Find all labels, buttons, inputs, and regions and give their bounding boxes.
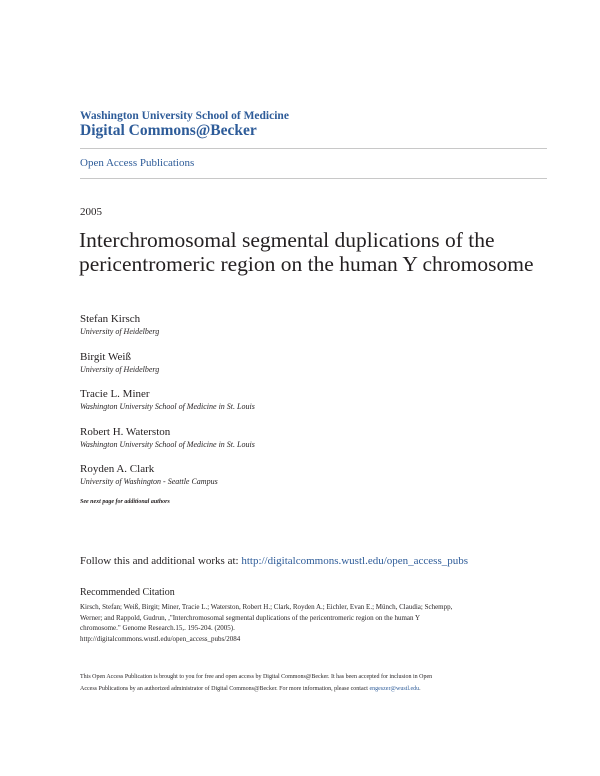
footer-line	[80, 683, 550, 695]
repository-name[interactable]: Digital Commons@Becker	[80, 122, 257, 139]
publication-year: 2005	[80, 206, 102, 218]
series-divider	[80, 178, 547, 179]
author-entry	[80, 425, 255, 450]
header-divider	[80, 148, 547, 149]
author-entry	[80, 350, 159, 375]
citation-url[interactable]: http://digitalcommons.wustl.edu/open_access_pubs/2084	[80, 634, 241, 643]
series-link[interactable]: Open Access Publications	[80, 157, 195, 169]
citation-heading: Recommended Citation	[80, 587, 175, 598]
see-next-page-note: See next page for additional authors	[80, 499, 170, 505]
footer-line: This Open Access Publication is brought to you for free and open access by Digital Commons@Becker. It has been accepted for inclusion in Open	[80, 674, 433, 680]
author-affiliation: Washington University School of Medicine in St. Louis	[80, 402, 255, 411]
citation-text	[80, 602, 550, 644]
footer-period: .	[419, 686, 421, 692]
citation-line: chromosome." Genome Research.15,. 195-204. (2005).	[80, 624, 235, 633]
author-name[interactable]: Robert H. Waterston	[80, 426, 171, 438]
footer-notice	[80, 671, 550, 695]
contact-email-link[interactable]: engeszer@wustl.edu	[369, 686, 420, 692]
author-entry	[80, 462, 218, 487]
paper-title: Interchromosomal segmental duplications of the pericentromeric region on the human Y chromosome	[79, 228, 534, 276]
institution-name[interactable]: Washington University School of Medicine	[80, 110, 289, 122]
follow-text: Follow this and additional works at:	[80, 555, 242, 567]
author-affiliation: Washington University School of Medicine in St. Louis	[80, 440, 255, 449]
author-affiliation: University of Washington - Seattle Campus	[80, 477, 218, 486]
follow-line	[80, 555, 468, 567]
citation-line: Werner; and Rappold, Gudrun, ,"Interchromosomal segmental duplications of the pericentromeric region on the human Y	[80, 613, 421, 622]
author-affiliation: University of Heidelberg	[80, 327, 160, 336]
citation-line: Kirsch, Stefan; Weiß, Birgit; Miner, Tracie L.; Waterston, Robert H.; Clark, Royden A.; Eichler, Evan E.; Münch, Claudia; Schempp,	[80, 603, 453, 611]
author-affiliation: University of Heidelberg	[80, 365, 160, 374]
collection-link[interactable]: http://digitalcommons.wustl.edu/open_access_pubs	[241, 555, 469, 567]
author-name[interactable]: Stefan Kirsch	[80, 313, 141, 325]
footer-line-text: Access Publications by an authorized administrator of Digital Commons@Becker. For more information, please contact	[80, 686, 370, 692]
author-entry	[80, 312, 159, 337]
author-name[interactable]: Tracie L. Miner	[80, 388, 150, 400]
author-name[interactable]: Birgit Weiß	[80, 351, 131, 363]
author-entry	[80, 387, 255, 412]
author-name[interactable]: Royden A. Clark	[80, 463, 155, 475]
